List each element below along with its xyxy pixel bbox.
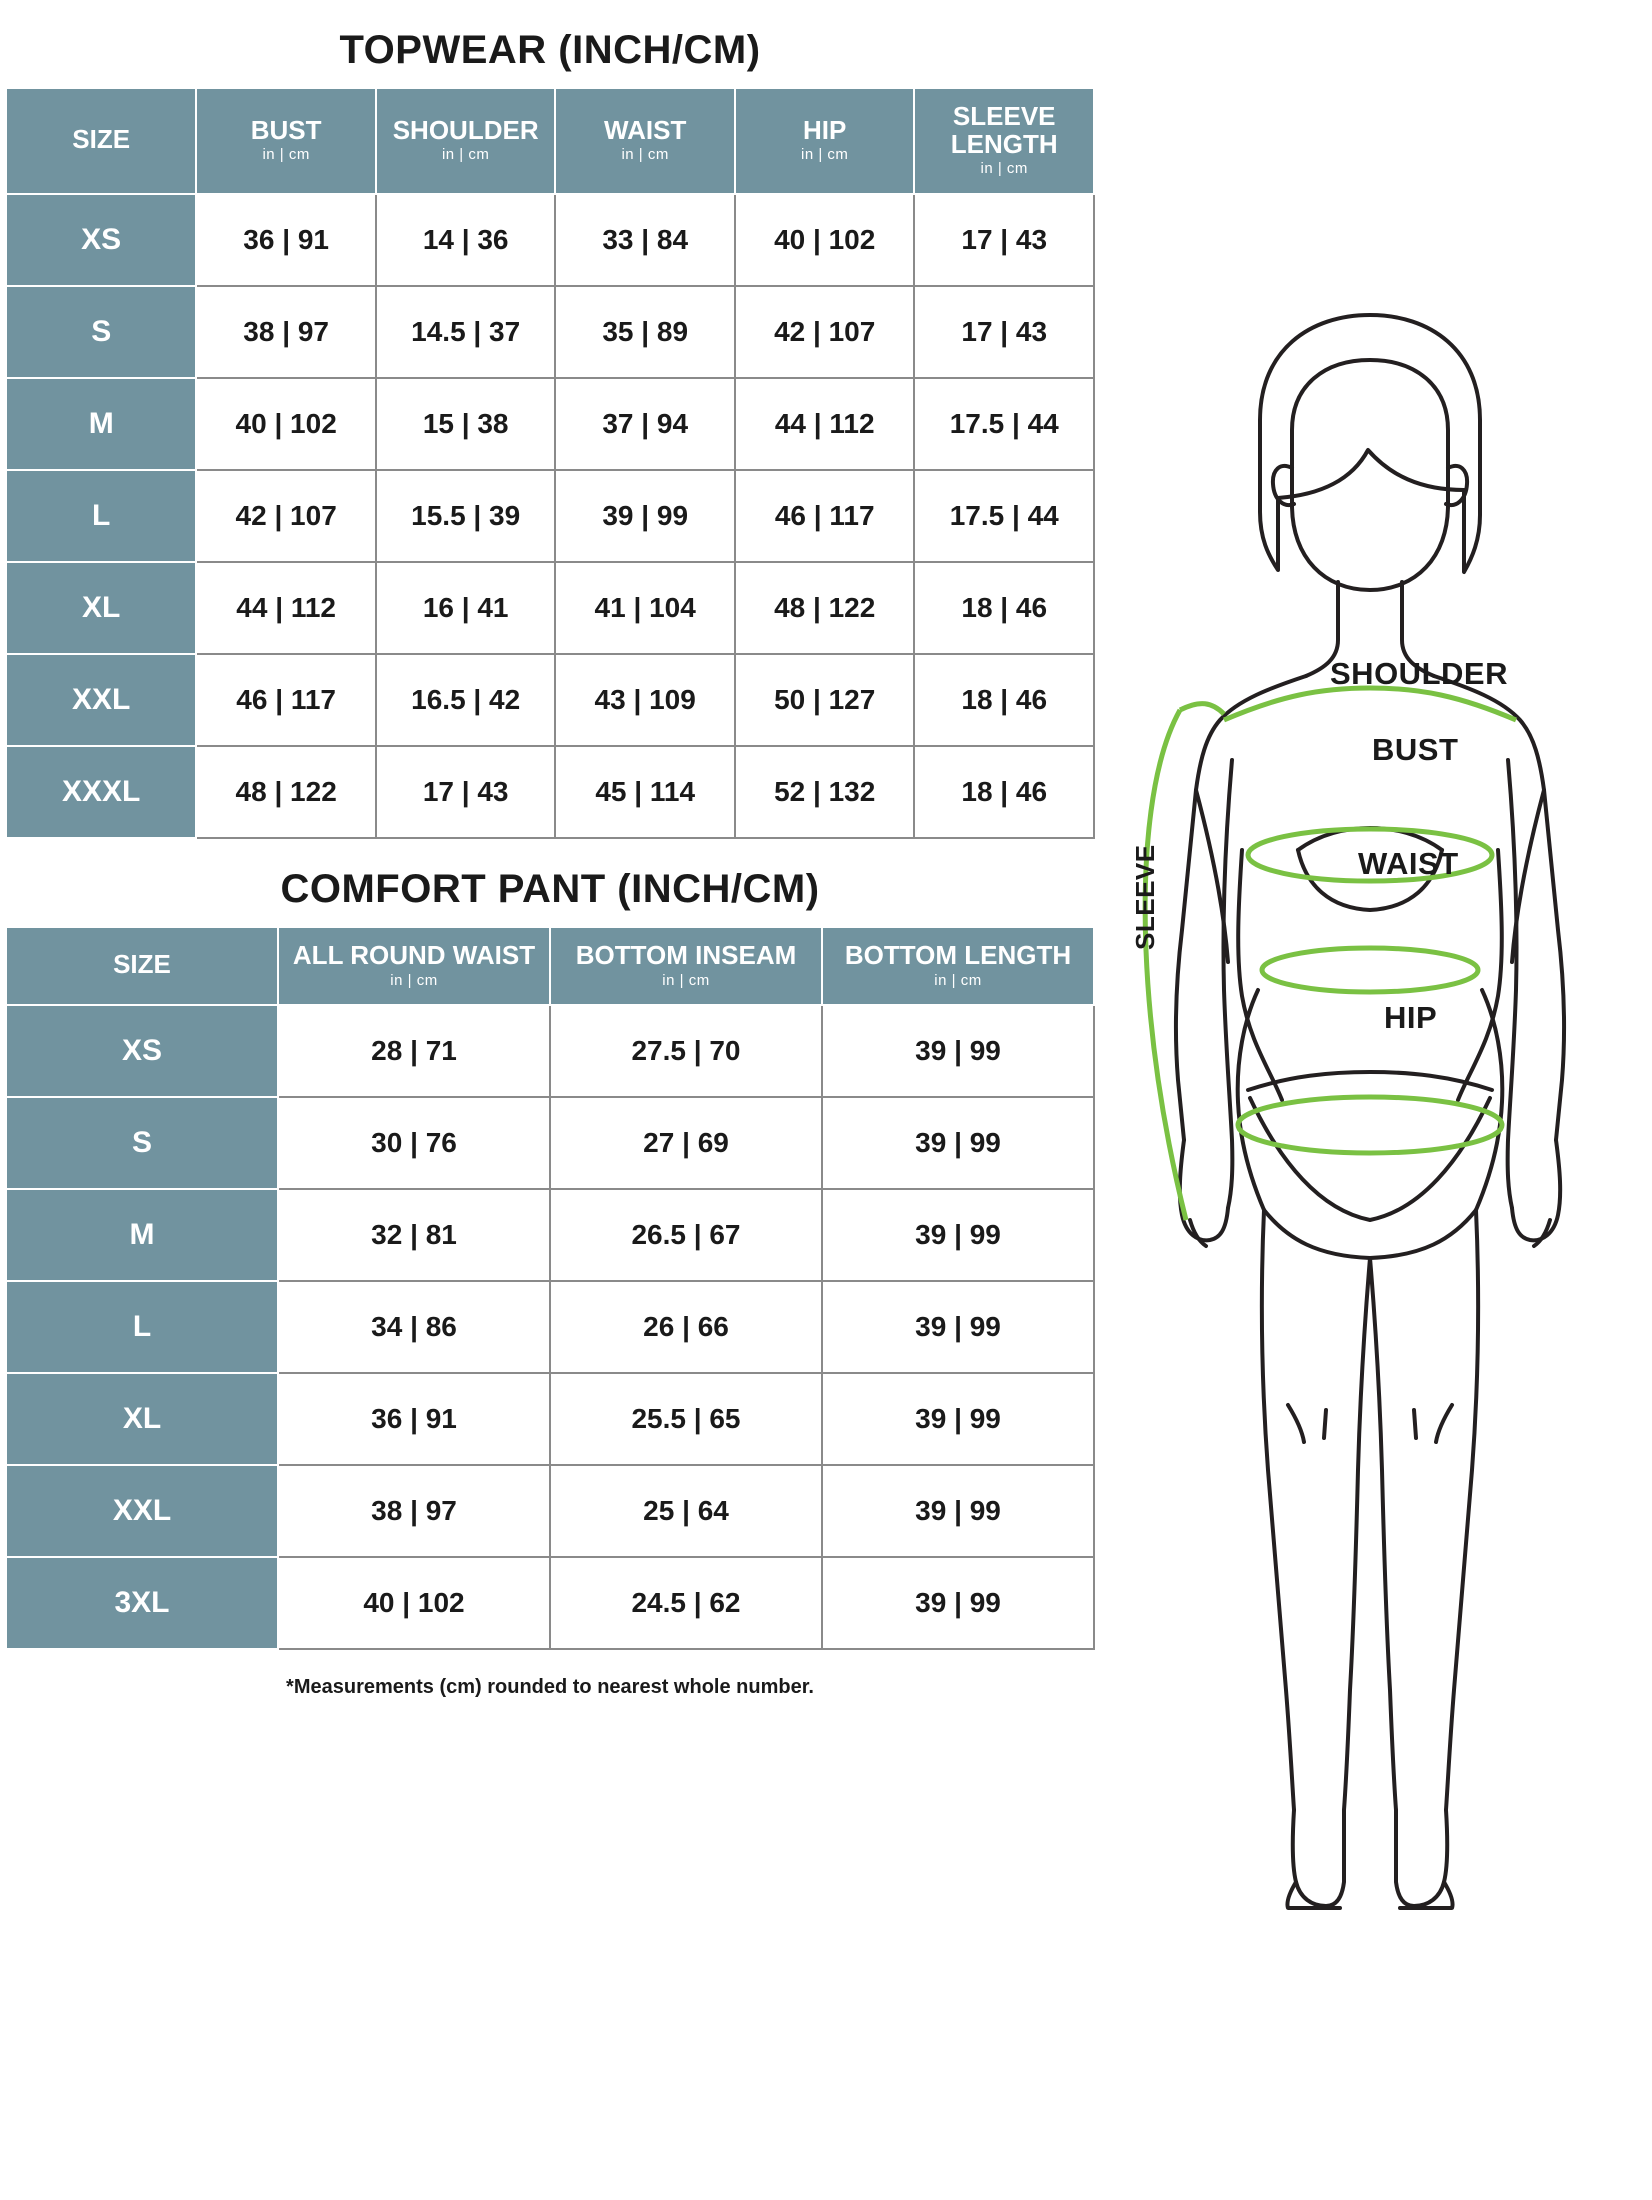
measurement-footnote: *Measurements (cm) rounded to nearest whole number. (286, 1676, 814, 1699)
pant-inseam: 26 | 66 (550, 1281, 822, 1373)
table-row (6, 1557, 1094, 1649)
pant-waist: 34 | 86 (278, 1281, 550, 1373)
label-shoulder: SHOULDER (1330, 656, 1508, 691)
pant-waist: 28 | 71 (278, 1005, 550, 1097)
pant-size: XL (6, 1373, 278, 1465)
topwear-size: M (6, 378, 196, 470)
topwear-col-waist (555, 88, 735, 194)
topwear-table (5, 87, 1095, 839)
hip-measure-line (1238, 1097, 1502, 1153)
topwear-waist: 33 | 84 (555, 194, 735, 286)
topwear-hip: 50 | 127 (735, 654, 915, 746)
pant-col-inseam (550, 927, 822, 1005)
topwear-waist: 35 | 89 (555, 286, 735, 378)
table-row (6, 562, 1094, 654)
topwear-shoulder: 14 | 36 (376, 194, 556, 286)
topwear-hip: 40 | 102 (735, 194, 915, 286)
topwear-sleeve: 17.5 | 44 (914, 378, 1094, 470)
topwear-hip: 52 | 132 (735, 746, 915, 838)
pant-inseam: 25 | 64 (550, 1465, 822, 1557)
table-row (6, 746, 1094, 838)
pant-waist: 38 | 97 (278, 1465, 550, 1557)
pant-size: M (6, 1189, 278, 1281)
topwear-bust: 42 | 107 (196, 470, 376, 562)
table-row (6, 194, 1094, 286)
topwear-shoulder: 16 | 41 (376, 562, 556, 654)
topwear-sleeve: 17 | 43 (914, 194, 1094, 286)
pant-inseam: 27.5 | 70 (550, 1005, 822, 1097)
pant-col-waist-label: ALL ROUND WAIST (292, 939, 536, 970)
topwear-shoulder: 15.5 | 39 (376, 470, 556, 562)
table-row (6, 1005, 1094, 1097)
pant-length: 39 | 99 (822, 1005, 1094, 1097)
pant-inseam: 27 | 69 (550, 1097, 822, 1189)
pant-col-size (6, 927, 278, 1005)
topwear-bust: 38 | 97 (196, 286, 376, 378)
pant-length: 39 | 99 (822, 1465, 1094, 1557)
topwear-col-hip-unit: in | cm (800, 146, 849, 164)
pant-waist: 30 | 76 (278, 1097, 550, 1189)
topwear-col-sleeve-label: SLEEVE LENGTH (950, 101, 1058, 159)
topwear-shoulder: 15 | 38 (376, 378, 556, 470)
topwear-sleeve: 18 | 46 (914, 654, 1094, 746)
topwear-title: TOPWEAR (INCH/CM) (339, 28, 761, 72)
pant-waist: 32 | 81 (278, 1189, 550, 1281)
topwear-bust: 44 | 112 (196, 562, 376, 654)
pant-size: XXL (6, 1465, 278, 1557)
topwear-size: XXL (6, 654, 196, 746)
topwear-col-shoulder-unit: in | cm (441, 146, 490, 164)
topwear-size: L (6, 470, 196, 562)
label-hip: HIP (1384, 1000, 1438, 1035)
topwear-size: S (6, 286, 196, 378)
topwear-waist: 43 | 109 (555, 654, 735, 746)
topwear-col-waist-unit: in | cm (621, 146, 669, 164)
topwear-bust: 48 | 122 (196, 746, 376, 838)
topwear-size: XS (6, 194, 196, 286)
table-row (6, 286, 1094, 378)
topwear-col-hip (735, 88, 915, 194)
pant-col-inseam-unit: in | cm (662, 971, 710, 989)
topwear-col-size-label: SIZE (72, 124, 131, 155)
pant-length: 39 | 99 (822, 1097, 1094, 1189)
shoulder-measure-line (1224, 688, 1516, 720)
pant-length: 39 | 99 (822, 1373, 1094, 1465)
table-row (6, 654, 1094, 746)
pant-size: L (6, 1281, 278, 1373)
topwear-header-row (6, 88, 1094, 194)
pant-length: 39 | 99 (822, 1557, 1094, 1649)
table-row (6, 1281, 1094, 1373)
table-row (6, 1465, 1094, 1557)
topwear-hip: 46 | 117 (735, 470, 915, 562)
topwear-hip: 42 | 107 (735, 286, 915, 378)
pant-col-length-label: BOTTOM LENGTH (844, 939, 1072, 970)
topwear-col-sleeve-unit: in | cm (980, 160, 1028, 178)
topwear-waist: 39 | 99 (555, 470, 735, 562)
topwear-shoulder: 16.5 | 42 (376, 654, 556, 746)
pant-col-waist (278, 927, 550, 1005)
pant-inseam: 24.5 | 62 (550, 1557, 822, 1649)
topwear-col-sleeve (914, 88, 1094, 194)
topwear-size: XL (6, 562, 196, 654)
pant-col-size-label: SIZE (113, 949, 171, 980)
sleeve-measure-top (1180, 704, 1224, 714)
female-body-illustration (1120, 290, 1620, 1970)
topwear-shoulder: 17 | 43 (376, 746, 556, 838)
topwear-col-bust-label: BUST (250, 114, 322, 145)
topwear-bust: 36 | 91 (196, 194, 376, 286)
topwear-col-shoulder-label: SHOULDER (392, 114, 539, 145)
table-row (6, 470, 1094, 562)
pant-length: 39 | 99 (822, 1189, 1094, 1281)
pant-waist: 36 | 91 (278, 1373, 550, 1465)
topwear-sleeve: 17.5 | 44 (914, 470, 1094, 562)
topwear-hip: 44 | 112 (735, 378, 915, 470)
pant-size: S (6, 1097, 278, 1189)
pant-col-length (822, 927, 1094, 1005)
topwear-sleeve: 18 | 46 (914, 746, 1094, 838)
topwear-hip: 48 | 122 (735, 562, 915, 654)
topwear-bust: 46 | 117 (196, 654, 376, 746)
pant-header-row (6, 927, 1094, 1005)
topwear-col-bust (196, 88, 376, 194)
pant-col-waist-unit: in | cm (390, 971, 438, 989)
topwear-col-waist-label: WAIST (604, 114, 687, 145)
label-bust: BUST (1372, 732, 1459, 767)
pant-size: 3XL (6, 1557, 278, 1649)
pant-size: XS (6, 1005, 278, 1097)
waist-measure-line (1262, 948, 1478, 992)
pant-col-inseam-label: BOTTOM INSEAM (575, 939, 797, 970)
table-row (6, 378, 1094, 470)
topwear-col-hip-label: HIP (803, 114, 847, 145)
pant-title: COMFORT PANT (INCH/CM) (280, 866, 820, 911)
pant-col-length-unit: in | cm (934, 971, 982, 989)
topwear-shoulder: 14.5 | 37 (376, 286, 556, 378)
table-row (6, 1097, 1094, 1189)
topwear-size: XXXL (6, 746, 196, 838)
topwear-bust: 40 | 102 (196, 378, 376, 470)
table-row (6, 1373, 1094, 1465)
topwear-col-size (6, 88, 196, 194)
label-waist: WAIST (1358, 846, 1459, 881)
label-sleeve: SLEEVE (1130, 844, 1160, 950)
pant-waist: 40 | 102 (278, 1557, 550, 1649)
topwear-waist: 41 | 104 (555, 562, 735, 654)
topwear-sleeve: 18 | 46 (914, 562, 1094, 654)
body-figure (1120, 290, 1620, 1970)
pant-table (5, 926, 1095, 1650)
pant-length: 39 | 99 (822, 1281, 1094, 1373)
topwear-waist: 37 | 94 (555, 378, 735, 470)
topwear-col-bust-unit: in | cm (262, 146, 310, 164)
pant-inseam: 26.5 | 67 (550, 1189, 822, 1281)
pant-inseam: 25.5 | 65 (550, 1373, 822, 1465)
topwear-col-shoulder (376, 88, 556, 194)
table-row (6, 1189, 1094, 1281)
topwear-waist: 45 | 114 (555, 746, 735, 838)
topwear-sleeve: 17 | 43 (914, 286, 1094, 378)
